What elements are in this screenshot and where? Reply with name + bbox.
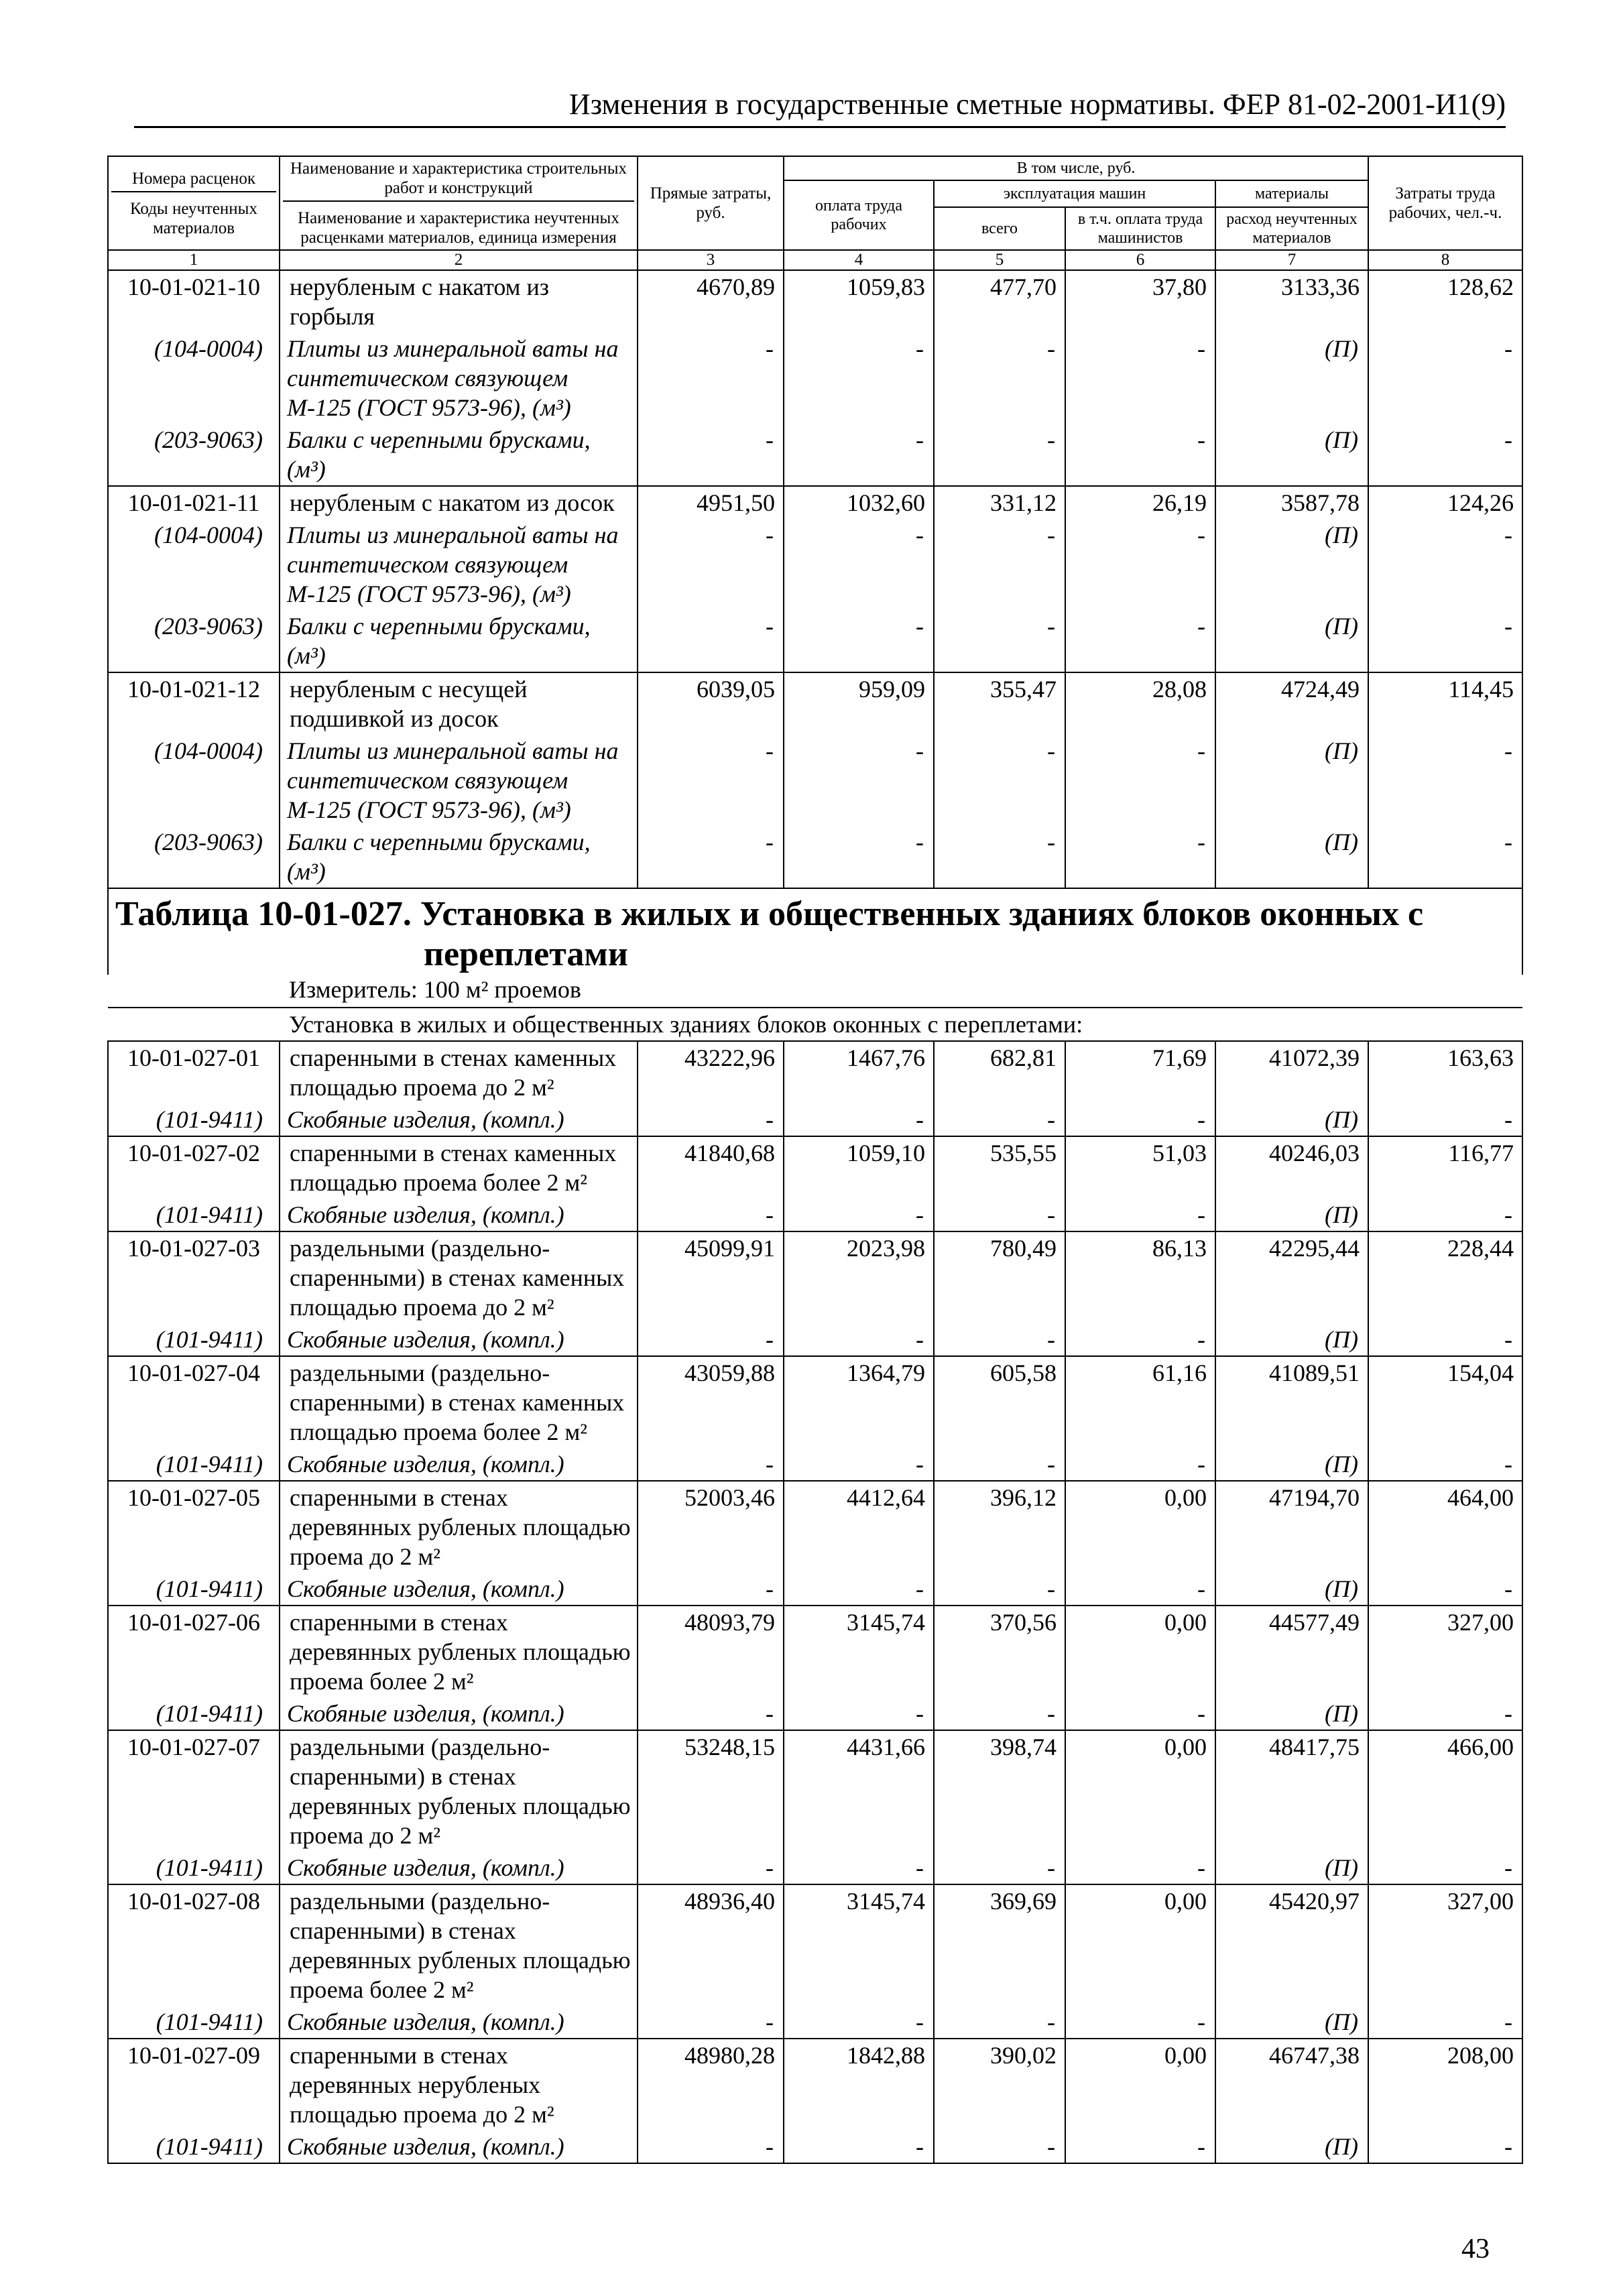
header-col8: Затраты труда рабочих, чел.-ч. (1368, 156, 1522, 250)
material-description: Скобяные изделия, (компл.) (280, 1573, 638, 1606)
table-title-line1: Таблица 10-01-027. Установка в жилых и общественных зданиях блоков оконных с (115, 895, 1424, 933)
dash-cell: - (1368, 519, 1522, 610)
machines-total: 355,47 (934, 672, 1065, 735)
material-code: (101-9411) (108, 1448, 280, 1481)
material-row (108, 1697, 1522, 1730)
rate-code: 10-01-027-07 (108, 1730, 280, 1852)
materials-mark: (П) (1215, 1573, 1368, 1606)
header-machines: эксплуатация машин (934, 180, 1215, 207)
dash-cell: - (784, 424, 934, 486)
dash-cell: - (638, 1199, 784, 1231)
labor-cost: 1059,10 (784, 1136, 934, 1199)
table-title-line2: переплетами (424, 935, 628, 973)
dash-cell: - (934, 2130, 1065, 2163)
rate-code: 10-01-027-05 (108, 1481, 280, 1573)
dash-cell: - (1368, 1448, 1522, 1481)
header-col2 (280, 156, 638, 250)
dash-cell: - (1065, 519, 1215, 610)
dash-cell: - (1065, 1448, 1215, 1481)
rate-code: 10-01-027-03 (108, 1231, 280, 1323)
dash-cell: - (1065, 1852, 1215, 1884)
header-col1-bottom: Коды неучтенных материалов (130, 199, 257, 237)
material-code: (104-0004) (108, 735, 280, 826)
material-code: (101-9411) (108, 1323, 280, 1356)
materials-cost: 41089,51 (1215, 1356, 1368, 1448)
labor-cost: 3145,74 (784, 1606, 934, 1697)
machines-total: 390,02 (934, 2039, 1065, 2130)
material-code: (101-9411) (108, 1199, 280, 1231)
col-number: 2 (280, 250, 638, 270)
dash-cell: - (784, 1573, 934, 1606)
materials-cost: 47194,70 (1215, 1481, 1368, 1573)
dash-cell: - (934, 333, 1065, 424)
material-code: (203-9063) (108, 826, 280, 888)
material-description: Скобяные изделия, (компл.) (280, 1852, 638, 1884)
material-code: (203-9063) (108, 424, 280, 486)
rate-description: раздельными (раздельно-спаренными) в стенах деревянных рубленых площадью проема до 2 м² (280, 1730, 638, 1852)
measure-row (108, 975, 1522, 1008)
dash-cell: - (638, 1103, 784, 1136)
dash-cell: - (934, 1852, 1065, 1884)
header-col2-top: Наименование и характеристика строительных работ и конструкций (283, 159, 634, 202)
dash-cell: - (934, 1448, 1065, 1481)
material-row (108, 1199, 1522, 1231)
dash-cell: - (784, 1448, 934, 1481)
dash-cell: - (784, 1323, 934, 1356)
material-description: Балки с черепными брусками, (м³) (280, 826, 638, 888)
rate-description: спаренными в стенах каменных площадью проема более 2 м² (280, 1136, 638, 1199)
rate-description: спаренными в стенах деревянных рубленых площадью проема до 2 м² (280, 1481, 638, 1573)
material-description: Скобяные изделия, (компл.) (280, 1448, 638, 1481)
dash-cell: - (1065, 1199, 1215, 1231)
header-col2-bottom: Наименование и характеристика неучтенных расценками материалов, единица измерения (298, 209, 619, 247)
rate-row (108, 1136, 1522, 1199)
rate-row (108, 1606, 1522, 1697)
material-description: Скобяные изделия, (компл.) (280, 1103, 638, 1136)
rate-description: нерубленым с несущей подшивкой из досок (280, 672, 638, 735)
dash-cell: - (638, 2130, 784, 2163)
rate-row (108, 2039, 1522, 2130)
dash-cell: - (934, 735, 1065, 826)
rate-code: 10-01-021-10 (108, 270, 280, 333)
materials-cost: 4724,49 (1215, 672, 1368, 735)
dash-cell: - (638, 1697, 784, 1730)
materials-mark: (П) (1215, 519, 1368, 610)
material-row (108, 735, 1522, 826)
dash-cell: - (1065, 424, 1215, 486)
direct-cost: 48980,28 (638, 2039, 784, 2130)
rate-description: нерубленым с накатом из горбыля (280, 270, 638, 333)
rate-description: раздельными (раздельно-спаренными) в стенах каменных площадью проема более 2 м² (280, 1356, 638, 1448)
rate-row (108, 1041, 1522, 1103)
header-col3: Прямые затраты, руб. (638, 156, 784, 250)
machine-operators-pay: 0,00 (1065, 1606, 1215, 1697)
dash-cell: - (784, 1697, 934, 1730)
header-row-1 (108, 156, 1522, 180)
section-title: Установка в жилых и общественных зданиях блоков оконных с переплетами: (108, 1008, 1522, 1041)
materials-mark: (П) (1215, 1199, 1368, 1231)
dash-cell: - (1368, 610, 1522, 672)
col-number: 3 (638, 250, 784, 270)
dash-cell: - (638, 424, 784, 486)
material-row (108, 1448, 1522, 1481)
col-number: 6 (1065, 250, 1215, 270)
rate-code: 10-01-027-01 (108, 1041, 280, 1103)
labor-hours: 228,44 (1368, 1231, 1522, 1323)
materials-mark: (П) (1215, 1697, 1368, 1730)
material-code: (203-9063) (108, 610, 280, 672)
material-row (108, 610, 1522, 672)
dash-cell: - (934, 1697, 1065, 1730)
table-title-row (108, 888, 1522, 975)
material-code: (101-9411) (108, 1697, 280, 1730)
machines-total: 477,70 (934, 270, 1065, 333)
material-description: Скобяные изделия, (компл.) (280, 1697, 638, 1730)
dash-cell: - (1368, 2130, 1522, 2163)
material-row (108, 1323, 1522, 1356)
dash-cell: - (1368, 424, 1522, 486)
header-col4: оплата труда рабочих (784, 180, 934, 250)
machines-total: 396,12 (934, 1481, 1065, 1573)
rate-description: спаренными в стенах деревянных нерубленых площадью проема до 2 м² (280, 2039, 638, 2130)
materials-cost: 3587,78 (1215, 486, 1368, 519)
materials-mark: (П) (1215, 1323, 1368, 1356)
page-header-title: Изменения в государственные сметные нормативы. ФЕР 81-02-2001-И1(9) (568, 88, 1506, 121)
labor-hours: 327,00 (1368, 1606, 1522, 1697)
materials-mark: (П) (1215, 610, 1368, 672)
dash-cell: - (784, 2130, 934, 2163)
rate-code: 10-01-027-08 (108, 1884, 280, 2006)
direct-cost: 53248,15 (638, 1730, 784, 1852)
dash-cell: - (934, 2006, 1065, 2039)
material-row (108, 424, 1522, 486)
dash-cell: - (1368, 1852, 1522, 1884)
material-code: (101-9411) (108, 2130, 280, 2163)
material-description: Плиты из минеральной ваты на синтетическом связующем М-125 (ГОСТ 9573-96), (м³) (280, 735, 638, 826)
machine-operators-pay: 51,03 (1065, 1136, 1215, 1199)
rate-row (108, 1884, 1522, 2006)
materials-cost: 41072,39 (1215, 1041, 1368, 1103)
labor-cost: 1842,88 (784, 2039, 934, 2130)
materials-mark: (П) (1215, 1448, 1368, 1481)
machines-total: 780,49 (934, 1231, 1065, 1323)
dash-cell: - (638, 2006, 784, 2039)
machine-operators-pay: 71,69 (1065, 1041, 1215, 1103)
material-code: (104-0004) (108, 519, 280, 610)
dash-cell: - (638, 610, 784, 672)
material-description: Скобяные изделия, (компл.) (280, 2130, 638, 2163)
materials-mark: (П) (1215, 424, 1368, 486)
col-number: 4 (784, 250, 934, 270)
section-row (108, 1008, 1522, 1041)
materials-cost: 40246,03 (1215, 1136, 1368, 1199)
rate-row (108, 486, 1522, 519)
dash-cell: - (784, 826, 934, 888)
direct-cost: 4951,50 (638, 486, 784, 519)
material-row (108, 826, 1522, 888)
materials-cost: 3133,36 (1215, 270, 1368, 333)
materials-mark: (П) (1215, 1103, 1368, 1136)
rate-code: 10-01-021-11 (108, 486, 280, 519)
rates-table (107, 156, 1523, 2164)
material-row (108, 1852, 1522, 1884)
direct-cost: 43222,96 (638, 1041, 784, 1103)
dash-cell: - (638, 1448, 784, 1481)
rate-row (108, 1730, 1522, 1852)
dash-cell: - (1065, 333, 1215, 424)
dash-cell: - (784, 519, 934, 610)
dash-cell: - (934, 424, 1065, 486)
direct-cost: 43059,88 (638, 1356, 784, 1448)
dash-cell: - (638, 826, 784, 888)
machines-total: 682,81 (934, 1041, 1065, 1103)
header-col6: в т.ч. оплата труда машинистов (1065, 207, 1215, 250)
dash-cell: - (1065, 1573, 1215, 1606)
machine-operators-pay: 28,08 (1065, 672, 1215, 735)
dash-cell: - (1368, 1323, 1522, 1356)
material-row (108, 1573, 1522, 1606)
labor-cost: 1059,83 (784, 270, 934, 333)
labor-hours: 128,62 (1368, 270, 1522, 333)
rate-description: спаренными в стенах деревянных рубленых площадью проема более 2 м² (280, 1606, 638, 1697)
rate-code: 10-01-027-06 (108, 1606, 280, 1697)
labor-cost: 2023,98 (784, 1231, 934, 1323)
labor-hours: 154,04 (1368, 1356, 1522, 1448)
dash-cell: - (934, 1323, 1065, 1356)
rate-code: 10-01-027-04 (108, 1356, 280, 1448)
header-rule (134, 126, 1506, 128)
dash-cell: - (934, 1103, 1065, 1136)
dash-cell: - (1065, 2006, 1215, 2039)
material-code: (101-9411) (108, 1852, 280, 1884)
material-row (108, 2006, 1522, 2039)
labor-hours: 114,45 (1368, 672, 1522, 735)
rate-description: раздельными (раздельно-спаренными) в стенах деревянных рубленых площадью проема более 2 м² (280, 1884, 638, 2006)
page-number: 43 (1461, 2234, 1490, 2264)
dash-cell: - (784, 1199, 934, 1231)
material-code: (104-0004) (108, 333, 280, 424)
material-description: Балки с черепными брусками, (м³) (280, 424, 638, 486)
column-number-row (108, 250, 1522, 270)
material-description: Скобяные изделия, (компл.) (280, 1323, 638, 1356)
direct-cost: 48936,40 (638, 1884, 784, 2006)
machines-total: 605,58 (934, 1356, 1065, 1448)
material-row (108, 1103, 1522, 1136)
materials-cost: 48417,75 (1215, 1730, 1368, 1852)
rate-description: нерубленым с накатом из досок (280, 486, 638, 519)
table-title (108, 888, 1522, 975)
direct-cost: 4670,89 (638, 270, 784, 333)
dash-cell: - (1368, 826, 1522, 888)
material-description: Скобяные изделия, (компл.) (280, 2006, 638, 2039)
header-col1-top: Номера расценок (111, 169, 276, 192)
dash-cell: - (784, 1852, 934, 1884)
dash-cell: - (1065, 1103, 1215, 1136)
header-materials: материалы (1215, 180, 1368, 207)
rate-row (108, 1481, 1522, 1573)
materials-cost: 46747,38 (1215, 2039, 1368, 2130)
labor-hours: 124,26 (1368, 486, 1522, 519)
material-code: (101-9411) (108, 2006, 280, 2039)
dash-cell: - (1065, 1697, 1215, 1730)
dash-cell: - (1065, 2130, 1215, 2163)
materials-mark: (П) (1215, 2130, 1368, 2163)
labor-hours: 208,00 (1368, 2039, 1522, 2130)
material-description: Плиты из минеральной ваты на синтетическом связующем М-125 (ГОСТ 9573-96), (м³) (280, 519, 638, 610)
dash-cell: - (1065, 1323, 1215, 1356)
direct-cost: 48093,79 (638, 1606, 784, 1697)
materials-mark: (П) (1215, 333, 1368, 424)
direct-cost: 52003,46 (638, 1481, 784, 1573)
labor-cost: 959,09 (784, 672, 934, 735)
direct-cost: 45099,91 (638, 1231, 784, 1323)
labor-cost: 1364,79 (784, 1356, 934, 1448)
rate-code: 10-01-027-02 (108, 1136, 280, 1199)
header-group: В том числе, руб. (784, 156, 1368, 180)
labor-hours: 116,77 (1368, 1136, 1522, 1199)
col-number: 1 (108, 250, 280, 270)
direct-cost: 6039,05 (638, 672, 784, 735)
machine-operators-pay: 0,00 (1065, 1730, 1215, 1852)
machine-operators-pay: 61,16 (1065, 1356, 1215, 1448)
dash-cell: - (1065, 826, 1215, 888)
material-row (108, 333, 1522, 424)
dash-cell: - (934, 1199, 1065, 1231)
labor-hours: 327,00 (1368, 1884, 1522, 2006)
dash-cell: - (638, 1852, 784, 1884)
machine-operators-pay: 0,00 (1065, 1884, 1215, 2006)
rate-code: 10-01-027-09 (108, 2039, 280, 2130)
rate-description: спаренными в стенах каменных площадью проема до 2 м² (280, 1041, 638, 1103)
dash-cell: - (784, 735, 934, 826)
dash-cell: - (934, 826, 1065, 888)
material-description: Балки с черепными брусками, (м³) (280, 610, 638, 672)
labor-hours: 464,00 (1368, 1481, 1522, 1573)
machine-operators-pay: 26,19 (1065, 486, 1215, 519)
machines-total: 370,56 (934, 1606, 1065, 1697)
dash-cell: - (1368, 2006, 1522, 2039)
dash-cell: - (934, 519, 1065, 610)
dash-cell: - (934, 1573, 1065, 1606)
labor-cost: 4412,64 (784, 1481, 934, 1573)
rate-code: 10-01-021-12 (108, 672, 280, 735)
header-col5: всего (934, 207, 1065, 250)
labor-cost: 4431,66 (784, 1730, 934, 1852)
dash-cell: - (1368, 333, 1522, 424)
labor-cost: 1032,60 (784, 486, 934, 519)
dash-cell: - (784, 2006, 934, 2039)
material-code: (101-9411) (108, 1573, 280, 1606)
rate-row (108, 1356, 1522, 1448)
material-description: Плиты из минеральной ваты на синтетическом связующем М-125 (ГОСТ 9573-96), (м³) (280, 333, 638, 424)
dash-cell: - (638, 1323, 784, 1356)
rates-table-body (108, 156, 1522, 2163)
material-row (108, 2130, 1522, 2163)
dash-cell: - (1065, 610, 1215, 672)
measure-unit: Измеритель: 100 м² проемов (108, 975, 1522, 1008)
machine-operators-pay: 0,00 (1065, 1481, 1215, 1573)
material-code: (101-9411) (108, 1103, 280, 1136)
header-col1 (108, 156, 280, 250)
dash-cell: - (784, 610, 934, 672)
dash-cell: - (1368, 1697, 1522, 1730)
machines-total: 369,69 (934, 1884, 1065, 2006)
materials-mark: (П) (1215, 1852, 1368, 1884)
dash-cell: - (638, 519, 784, 610)
machines-total: 535,55 (934, 1136, 1065, 1199)
col-number: 8 (1368, 250, 1522, 270)
machines-total: 398,74 (934, 1730, 1065, 1852)
materials-mark: (П) (1215, 826, 1368, 888)
labor-hours: 163,63 (1368, 1041, 1522, 1103)
rate-row (108, 1231, 1522, 1323)
direct-cost: 41840,68 (638, 1136, 784, 1199)
material-description: Скобяные изделия, (компл.) (280, 1199, 638, 1231)
col-number: 5 (934, 250, 1065, 270)
machine-operators-pay: 0,00 (1065, 2039, 1215, 2130)
col-number: 7 (1215, 250, 1368, 270)
materials-mark: (П) (1215, 2006, 1368, 2039)
dash-cell: - (1368, 1199, 1522, 1231)
materials-cost: 44577,49 (1215, 1606, 1368, 1697)
labor-cost: 1467,76 (784, 1041, 934, 1103)
dash-cell: - (638, 1573, 784, 1606)
materials-cost: 45420,97 (1215, 1884, 1368, 2006)
machines-total: 331,12 (934, 486, 1065, 519)
dash-cell: - (1368, 1573, 1522, 1606)
rate-row (108, 672, 1522, 735)
material-row (108, 519, 1522, 610)
labor-hours: 466,00 (1368, 1730, 1522, 1852)
dash-cell: - (934, 610, 1065, 672)
header-col7: расход неучтенных материалов (1215, 207, 1368, 250)
dash-cell: - (784, 1103, 934, 1136)
materials-mark: (П) (1215, 735, 1368, 826)
rate-description: раздельными (раздельно-спаренными) в стенах каменных площадью проема до 2 м² (280, 1231, 638, 1323)
dash-cell: - (638, 333, 784, 424)
dash-cell: - (1368, 1103, 1522, 1136)
machine-operators-pay: 37,80 (1065, 270, 1215, 333)
labor-cost: 3145,74 (784, 1884, 934, 2006)
dash-cell: - (784, 333, 934, 424)
dash-cell: - (1368, 735, 1522, 826)
dash-cell: - (638, 735, 784, 826)
machine-operators-pay: 86,13 (1065, 1231, 1215, 1323)
rate-row (108, 270, 1522, 333)
dash-cell: - (1065, 735, 1215, 826)
materials-cost: 42295,44 (1215, 1231, 1368, 1323)
